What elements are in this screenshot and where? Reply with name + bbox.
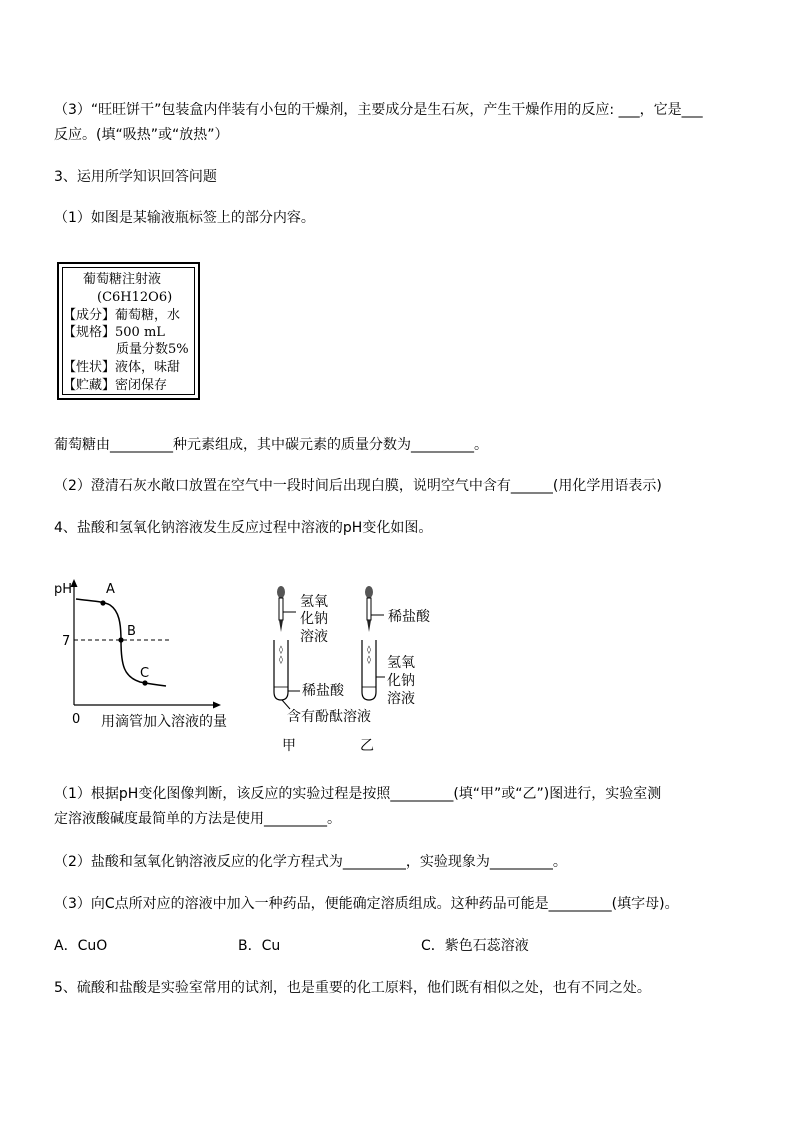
y-axis-label: pH xyxy=(54,582,73,597)
apparatus-jia xyxy=(274,586,371,754)
jia-dropper-tube xyxy=(279,598,283,620)
label-ingredients: 【成分】葡萄糖，水 xyxy=(63,308,181,323)
q5-title: 5、硫酸和盐酸是实验室常用的试剂，也是重要的化工原料，他们既有相似之处，也有不同之处。 xyxy=(54,980,651,996)
label-name: 葡萄糖注射液 xyxy=(83,272,162,287)
jia-dropper-text-2: 化钠 xyxy=(300,611,328,627)
q3-sub2: （2）澄清石灰水敞口放置在空气中一段时间后出现白膜，说明空气中含有______(用化学用语表示) xyxy=(54,478,662,494)
q4-figures xyxy=(0,565,794,795)
jia-tube-label: 稀盐酸 xyxy=(302,683,344,699)
jia-bottom-pointer xyxy=(282,700,290,709)
x-axis-arrow xyxy=(213,702,221,709)
label-spec: 【规格】500 mL xyxy=(63,325,165,340)
q3-title: 3、运用所学知识回答问题 xyxy=(54,169,217,185)
yi-tube-text-2: 化钠 xyxy=(387,673,415,689)
jia-name: 甲 xyxy=(282,738,296,754)
label-spec2: 质量分数5% xyxy=(116,342,189,357)
label-storage: 【贮藏】密闭保存 xyxy=(63,378,168,393)
point-b-dot xyxy=(118,637,123,642)
option-a: A．CuO xyxy=(54,938,108,954)
option-b: B．Cu xyxy=(238,938,281,954)
point-c-label: C xyxy=(140,666,150,681)
point-a-label: A xyxy=(106,582,115,597)
q4-sub2: （2）盐酸和氢氧化钠溶液反应的化学方程式为_________，实验现象为_________。 xyxy=(54,854,567,870)
ph-graph xyxy=(54,579,227,730)
q3-fill1: 葡萄糖由_________种元素组成，其中碳元素的质量分数为_________。 xyxy=(54,437,488,453)
yi-name: 乙 xyxy=(360,738,374,754)
jia-dropper-tip xyxy=(279,620,283,632)
yi-drop-2: ◊ xyxy=(367,655,371,664)
apparatus-yi xyxy=(360,586,431,754)
jia-dropper-text-1: 氢氧 xyxy=(300,594,328,610)
jia-dropper-text-3: 溶液 xyxy=(300,629,328,645)
q4-sub1-line2: 定溶液酸碱度最简单的方法是使用_________。 xyxy=(54,811,341,827)
yi-drop-1: ◊ xyxy=(367,645,371,654)
jia-bottom-label: 含有酚酞溶液 xyxy=(287,709,371,725)
jia-drop-2: ◊ xyxy=(279,655,283,664)
yi-dropper-tip xyxy=(367,620,371,632)
label-formula: (C6H12O6) xyxy=(97,290,173,305)
q4-sub1-line1: （1）根据pH变化图像判断，该反应的实验过程是按照_________(填“甲”或“乙”)图进行，实验室测 xyxy=(54,786,662,802)
point-a-dot xyxy=(100,600,105,605)
x-axis-label: 用滴管加入溶液的量 xyxy=(101,714,227,730)
yi-dropper-bulb xyxy=(365,586,373,598)
yi-tube-text-1: 氢氧 xyxy=(387,655,415,671)
yi-dropper-tube xyxy=(367,598,371,620)
origin-label: 0 xyxy=(72,712,81,727)
jia-drop-1: ◊ xyxy=(279,645,283,654)
label-property: 【性状】液体，味甜 xyxy=(63,360,181,375)
infusion-label xyxy=(57,262,200,400)
q3-sub1: （1）如图是某输液瓶标签上的部分内容。 xyxy=(54,210,315,226)
point-b-label: B xyxy=(127,624,136,639)
option-c: C．紫色石蕊溶液 xyxy=(421,938,529,954)
yi-tube-text-3: 溶液 xyxy=(387,691,415,707)
yi-dropper-label: 稀盐酸 xyxy=(388,609,430,625)
q2-3-line2: 反应。(填“吸热”或“放热”） xyxy=(54,127,229,143)
y-tick-7: 7 xyxy=(62,634,71,649)
point-c-dot xyxy=(142,680,147,685)
q2-3-line1: （3）“旺旺饼干”包装盒内伴装有小包的干燥剂，主要成分是生石灰，产生干燥作用的反应: ___，它是___ xyxy=(54,102,703,118)
q4-title: 4、盐酸和氢氧化钠溶液发生反应过程中溶液的pH变化如图。 xyxy=(54,520,433,536)
q4-sub3: （3）向C点所对应的溶液中加入一种药品，便能确定溶质组成。这种药品可能是_________(填字母)。 xyxy=(54,896,679,912)
jia-dropper-bulb xyxy=(277,586,285,598)
